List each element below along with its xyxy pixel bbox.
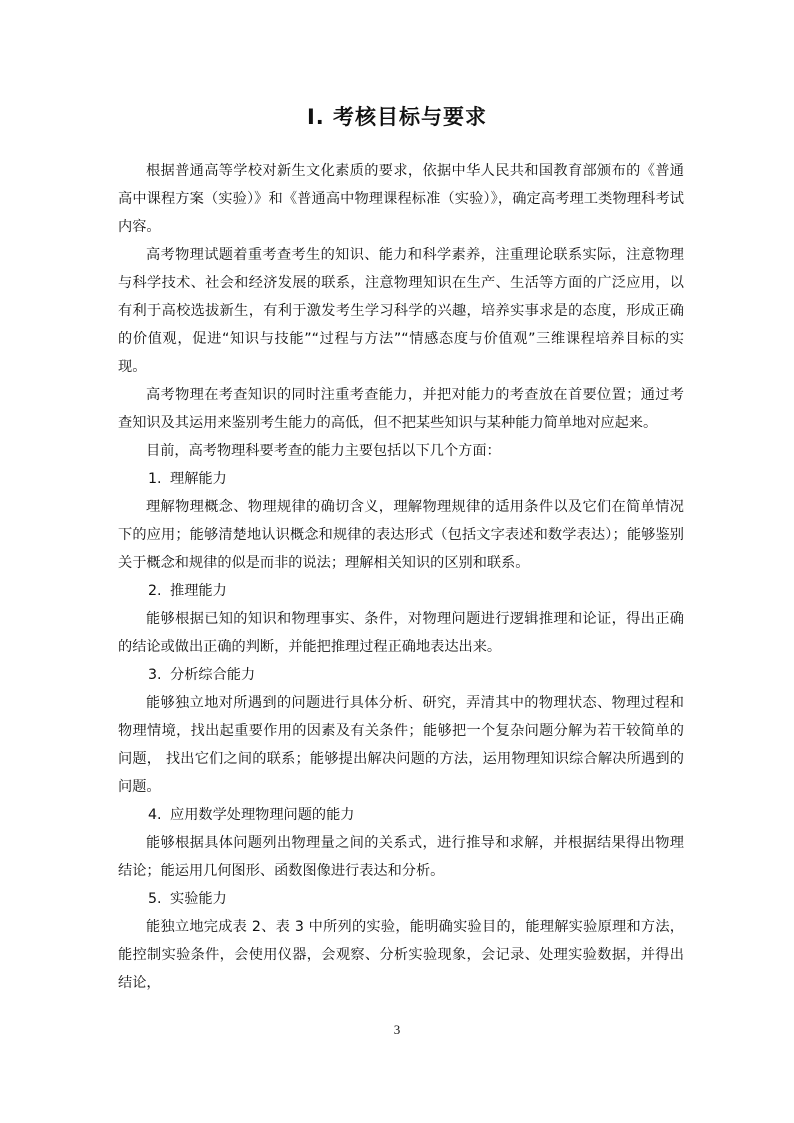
ability-heading-3 — [118, 661, 684, 689]
ability-name: 分析综合能力 — [170, 667, 256, 683]
intro-paragraph-1: 根据普通高等学校对新生文化素质的要求，依据中华人民共和国教育部颁布的《普通高中课程方案（实验）》和《普通高中物理课程标准（实验）》，确定高考理工类物理科考试内容。 — [118, 163, 684, 235]
ability-number: 2. — [148, 583, 162, 599]
page-title: Ⅰ. 考核目标与要求 — [306, 105, 488, 129]
ability-text-3: 能够独立地对所遇到的问题进行具体分析、研究，弄清其中的物理状态、物理过程和物理情境，找出起重要作用的因素及有关条件；能够把一个复杂问题分解为若干较简单的问题， 找出它们之间的联系；能够提出解决问题的方法，运用物理知识综合解决所遇到的问题。 — [118, 695, 684, 795]
ability-name: 实验能力 — [170, 891, 227, 907]
ability-heading-4 — [118, 801, 684, 829]
ability-heading-2 — [118, 577, 684, 605]
ability-heading-5 — [118, 885, 684, 913]
ability-name: 应用数学处理物理问题的能力 — [170, 807, 355, 823]
ability-text-2: 能够根据已知的知识和物理事实、条件，对物理问题进行逻辑推理和论证，得出正确的结论或做出正确的判断，并能把推理过程正确地表达出来。 — [118, 611, 684, 655]
intro-paragraph-3: 高考物理在考查知识的同时注重考查能力，并把对能力的考查放在首要位置；通过考查知识及其运用来鉴别考生能力的高低，但不把某些知识与某种能力简单地对应起来。 — [118, 387, 684, 431]
ability-text-4: 能够根据具体问题列出物理量之间的关系式，进行推导和求解，并根据结果得出物理结论；能运用几何图形、函数图像进行表达和分析。 — [118, 835, 684, 879]
body-text — [118, 157, 684, 997]
ability-text-5: 能独立地完成表 2、表 3 中所列的实验，能明确实验目的，能理解实验原理和方法，能控制实验条件，会使用仪器，会观察、分析实验现象，会记录、处理实验数据，并得出结论， — [118, 919, 684, 991]
ability-text-1: 理解物理概念、物理规律的确切含义，理解物理规律的适用条件以及它们在简单情况下的应用；能够清楚地认识概念和规律的表达形式（包括文字表述和数学表达）；能够鉴别关于概念和规律的似是而非的说法；理解相关知识的区别和联系。 — [118, 499, 684, 571]
ability-heading-1 — [118, 465, 684, 493]
intro-paragraph-4: 目前，高考物理科要考查的能力主要包括以下几个方面： — [146, 443, 501, 459]
page-number: 3 — [393, 1022, 401, 1037]
intro-paragraph-2: 高考物理试题着重考查考生的知识、能力和科学素养，注重理论联系实际，注意物理与科学技术、社会和经济发展的联系，注意物理知识在生产、生活等方面的广泛应用，以有利于高校选拔新生，有利于激发考生学习科学的兴趣，培养实事求是的态度，形成正确的价值观，促进“知识与技能”“过程与方法”“情感态度与价值观”三维课程培养目标的实现。 — [118, 247, 684, 375]
ability-name: 推理能力 — [170, 583, 227, 599]
ability-number: 1. — [148, 471, 162, 487]
ability-number: 4. — [148, 807, 162, 823]
ability-name: 理解能力 — [170, 471, 227, 487]
ability-number: 5. — [148, 891, 162, 907]
ability-number: 3. — [148, 667, 162, 683]
